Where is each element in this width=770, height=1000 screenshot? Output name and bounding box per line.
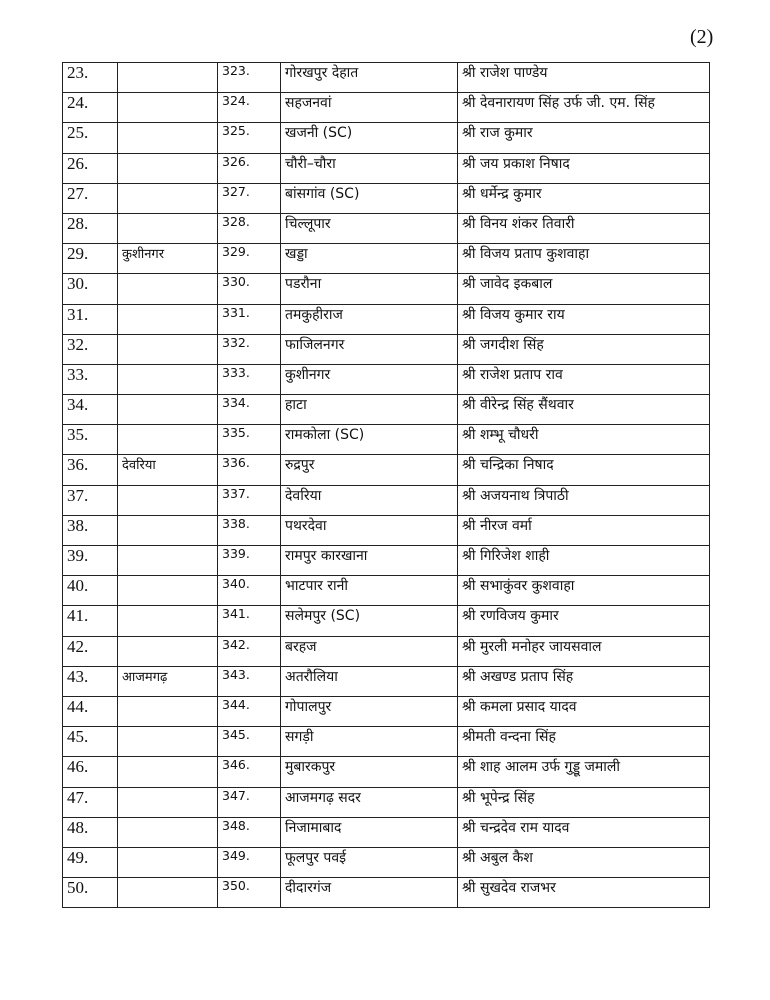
district-cell (118, 757, 218, 787)
district-cell: आजमगढ़ (118, 666, 218, 696)
serial-number-cell: 46. (63, 757, 118, 787)
candidate-name-cell: श्री अबुल कैश (458, 847, 710, 877)
serial-number-cell: 39. (63, 546, 118, 576)
table-row (63, 546, 710, 576)
district-cell (118, 274, 218, 304)
constituency-number-cell: 345. (218, 727, 281, 757)
candidate-name-cell: श्री विजय प्रताप कुशवाहा (458, 244, 710, 274)
serial-number-cell: 38. (63, 515, 118, 545)
district-cell (118, 787, 218, 817)
constituency-number-cell: 343. (218, 666, 281, 696)
candidate-name-cell: श्री देवनारायण सिंह उर्फ जी. एम. सिंह (458, 93, 710, 123)
district-cell (118, 606, 218, 636)
candidate-table-body (63, 63, 710, 908)
table-row (63, 757, 710, 787)
district-cell (118, 93, 218, 123)
constituency-number-cell: 342. (218, 636, 281, 666)
district-cell (118, 304, 218, 334)
serial-number-cell: 45. (63, 727, 118, 757)
candidate-name-cell: श्री चन्द्रिका निषाद (458, 455, 710, 485)
constituency-name-cell: खजनी (SC) (281, 123, 458, 153)
constituency-number-cell: 329. (218, 244, 281, 274)
constituency-name-cell: दीदारगंज (281, 878, 458, 908)
district-cell (118, 515, 218, 545)
constituency-name-cell: चौरी–चौरा (281, 153, 458, 183)
serial-number-cell: 47. (63, 787, 118, 817)
serial-number-cell: 36. (63, 455, 118, 485)
table-row (63, 183, 710, 213)
constituency-number-cell: 328. (218, 213, 281, 243)
table-row (63, 455, 710, 485)
district-cell: कुशीनगर (118, 244, 218, 274)
constituency-number-cell: 340. (218, 576, 281, 606)
serial-number-cell: 35. (63, 425, 118, 455)
table-row (63, 304, 710, 334)
candidate-name-cell: श्री जगदीश सिंह (458, 334, 710, 364)
constituency-name-cell: रामपुर कारखाना (281, 546, 458, 576)
constituency-name-cell: चिल्लूपार (281, 213, 458, 243)
candidate-name-cell: श्री राजेश पाण्डेय (458, 63, 710, 93)
candidate-name-cell: श्री जय प्रकाश निषाद (458, 153, 710, 183)
constituency-number-cell: 337. (218, 485, 281, 515)
constituency-name-cell: कुशीनगर (281, 364, 458, 394)
constituency-number-cell: 331. (218, 304, 281, 334)
constituency-number-cell: 323. (218, 63, 281, 93)
serial-number-cell: 33. (63, 364, 118, 394)
district-cell: देवरिया (118, 455, 218, 485)
constituency-number-cell: 338. (218, 515, 281, 545)
constituency-number-cell: 333. (218, 364, 281, 394)
serial-number-cell: 25. (63, 123, 118, 153)
constituency-name-cell: पथरदेवा (281, 515, 458, 545)
constituency-number-cell: 325. (218, 123, 281, 153)
district-cell (118, 395, 218, 425)
candidate-name-cell: श्री सभाकुंवर कुशवाहा (458, 576, 710, 606)
constituency-number-cell: 348. (218, 817, 281, 847)
table-row (63, 606, 710, 636)
candidate-name-cell: श्रीमती वन्दना सिंह (458, 727, 710, 757)
district-cell (118, 63, 218, 93)
candidate-name-cell: श्री गिरिजेश शाही (458, 546, 710, 576)
serial-number-cell: 44. (63, 696, 118, 726)
candidate-table (62, 62, 710, 908)
serial-number-cell: 40. (63, 576, 118, 606)
table-row (63, 787, 710, 817)
constituency-name-cell: भाटपार रानी (281, 576, 458, 606)
table-row (63, 636, 710, 666)
constituency-number-cell: 335. (218, 425, 281, 455)
table-row (63, 364, 710, 394)
constituency-name-cell: बरहज (281, 636, 458, 666)
district-cell (118, 636, 218, 666)
table-row (63, 63, 710, 93)
candidate-name-cell: श्री वीरेन्द्र सिंह सैंथवार (458, 395, 710, 425)
constituency-number-cell: 339. (218, 546, 281, 576)
constituency-name-cell: अतरौलिया (281, 666, 458, 696)
district-cell (118, 425, 218, 455)
candidate-name-cell: श्री शम्भू चौधरी (458, 425, 710, 455)
constituency-name-cell: निजामाबाद (281, 817, 458, 847)
candidate-name-cell: श्री राज कुमार (458, 123, 710, 153)
candidate-name-cell: श्री शाह आलम उर्फ गुड्डू जमाली (458, 757, 710, 787)
candidate-name-cell: श्री सुखदेव राजभर (458, 878, 710, 908)
constituency-name-cell: गोरखपुर देहात (281, 63, 458, 93)
table-row (63, 425, 710, 455)
candidate-name-cell: श्री विनय शंकर तिवारी (458, 213, 710, 243)
serial-number-cell: 26. (63, 153, 118, 183)
serial-number-cell: 50. (63, 878, 118, 908)
constituency-name-cell: देवरिया (281, 485, 458, 515)
district-cell (118, 847, 218, 877)
district-cell (118, 334, 218, 364)
candidate-name-cell: श्री जावेद इकबाल (458, 274, 710, 304)
candidate-name-cell: श्री राजेश प्रताप राव (458, 364, 710, 394)
serial-number-cell: 42. (63, 636, 118, 666)
constituency-name-cell: बांसगांव (SC) (281, 183, 458, 213)
candidate-name-cell: श्री अजयनाथ त्रिपाठी (458, 485, 710, 515)
table-row (63, 515, 710, 545)
district-cell (118, 123, 218, 153)
table-row (63, 485, 710, 515)
constituency-number-cell: 341. (218, 606, 281, 636)
serial-number-cell: 23. (63, 63, 118, 93)
district-cell (118, 576, 218, 606)
candidate-name-cell: श्री नीरज वर्मा (458, 515, 710, 545)
constituency-number-cell: 344. (218, 696, 281, 726)
constituency-number-cell: 346. (218, 757, 281, 787)
table-row (63, 153, 710, 183)
serial-number-cell: 29. (63, 244, 118, 274)
district-cell (118, 183, 218, 213)
constituency-name-cell: पडरौना (281, 274, 458, 304)
table-row (63, 244, 710, 274)
table-row (63, 93, 710, 123)
table-row (63, 817, 710, 847)
district-cell (118, 727, 218, 757)
constituency-number-cell: 336. (218, 455, 281, 485)
constituency-number-cell: 332. (218, 334, 281, 364)
candidate-name-cell: श्री अखण्ड प्रताप सिंह (458, 666, 710, 696)
serial-number-cell: 34. (63, 395, 118, 425)
district-cell (118, 696, 218, 726)
table-row (63, 274, 710, 304)
candidate-name-cell: श्री रणविजय कुमार (458, 606, 710, 636)
constituency-number-cell: 326. (218, 153, 281, 183)
serial-number-cell: 32. (63, 334, 118, 364)
constituency-number-cell: 324. (218, 93, 281, 123)
constituency-name-cell: सहजनवां (281, 93, 458, 123)
constituency-number-cell: 349. (218, 847, 281, 877)
serial-number-cell: 43. (63, 666, 118, 696)
district-cell (118, 878, 218, 908)
table-row (63, 727, 710, 757)
constituency-name-cell: फाजिलनगर (281, 334, 458, 364)
district-cell (118, 817, 218, 847)
district-cell (118, 546, 218, 576)
constituency-name-cell: खड्डा (281, 244, 458, 274)
district-cell (118, 153, 218, 183)
table-row (63, 123, 710, 153)
serial-number-cell: 48. (63, 817, 118, 847)
constituency-name-cell: रामकोला (SC) (281, 425, 458, 455)
table-row (63, 213, 710, 243)
table-row (63, 334, 710, 364)
district-cell (118, 213, 218, 243)
constituency-number-cell: 347. (218, 787, 281, 817)
table-row (63, 576, 710, 606)
table-row (63, 666, 710, 696)
serial-number-cell: 49. (63, 847, 118, 877)
constituency-number-cell: 350. (218, 878, 281, 908)
constituency-number-cell: 334. (218, 395, 281, 425)
constituency-name-cell: सलेमपुर (SC) (281, 606, 458, 636)
serial-number-cell: 27. (63, 183, 118, 213)
constituency-name-cell: सगड़ी (281, 727, 458, 757)
serial-number-cell: 30. (63, 274, 118, 304)
constituency-name-cell: गोपालपुर (281, 696, 458, 726)
constituency-name-cell: हाटा (281, 395, 458, 425)
serial-number-cell: 24. (63, 93, 118, 123)
constituency-name-cell: तमकुहीराज (281, 304, 458, 334)
table-row (63, 878, 710, 908)
candidate-name-cell: श्री कमला प्रसाद यादव (458, 696, 710, 726)
table-row (63, 847, 710, 877)
constituency-name-cell: फूलपुर पवई (281, 847, 458, 877)
serial-number-cell: 28. (63, 213, 118, 243)
constituency-number-cell: 330. (218, 274, 281, 304)
candidate-name-cell: श्री चन्द्रदेव राम यादव (458, 817, 710, 847)
candidate-name-cell: श्री धर्मेन्द्र कुमार (458, 183, 710, 213)
serial-number-cell: 31. (63, 304, 118, 334)
district-cell (118, 485, 218, 515)
candidate-name-cell: श्री मुरली मनोहर जायसवाल (458, 636, 710, 666)
constituency-name-cell: मुबारकपुर (281, 757, 458, 787)
candidate-name-cell: श्री भूपेन्द्र सिंह (458, 787, 710, 817)
serial-number-cell: 41. (63, 606, 118, 636)
page-number: (2) (690, 26, 714, 48)
table-row (63, 395, 710, 425)
candidate-name-cell: श्री विजय कुमार राय (458, 304, 710, 334)
district-cell (118, 364, 218, 394)
constituency-name-cell: रुद्रपुर (281, 455, 458, 485)
serial-number-cell: 37. (63, 485, 118, 515)
constituency-name-cell: आजमगढ़ सदर (281, 787, 458, 817)
constituency-number-cell: 327. (218, 183, 281, 213)
table-row (63, 696, 710, 726)
